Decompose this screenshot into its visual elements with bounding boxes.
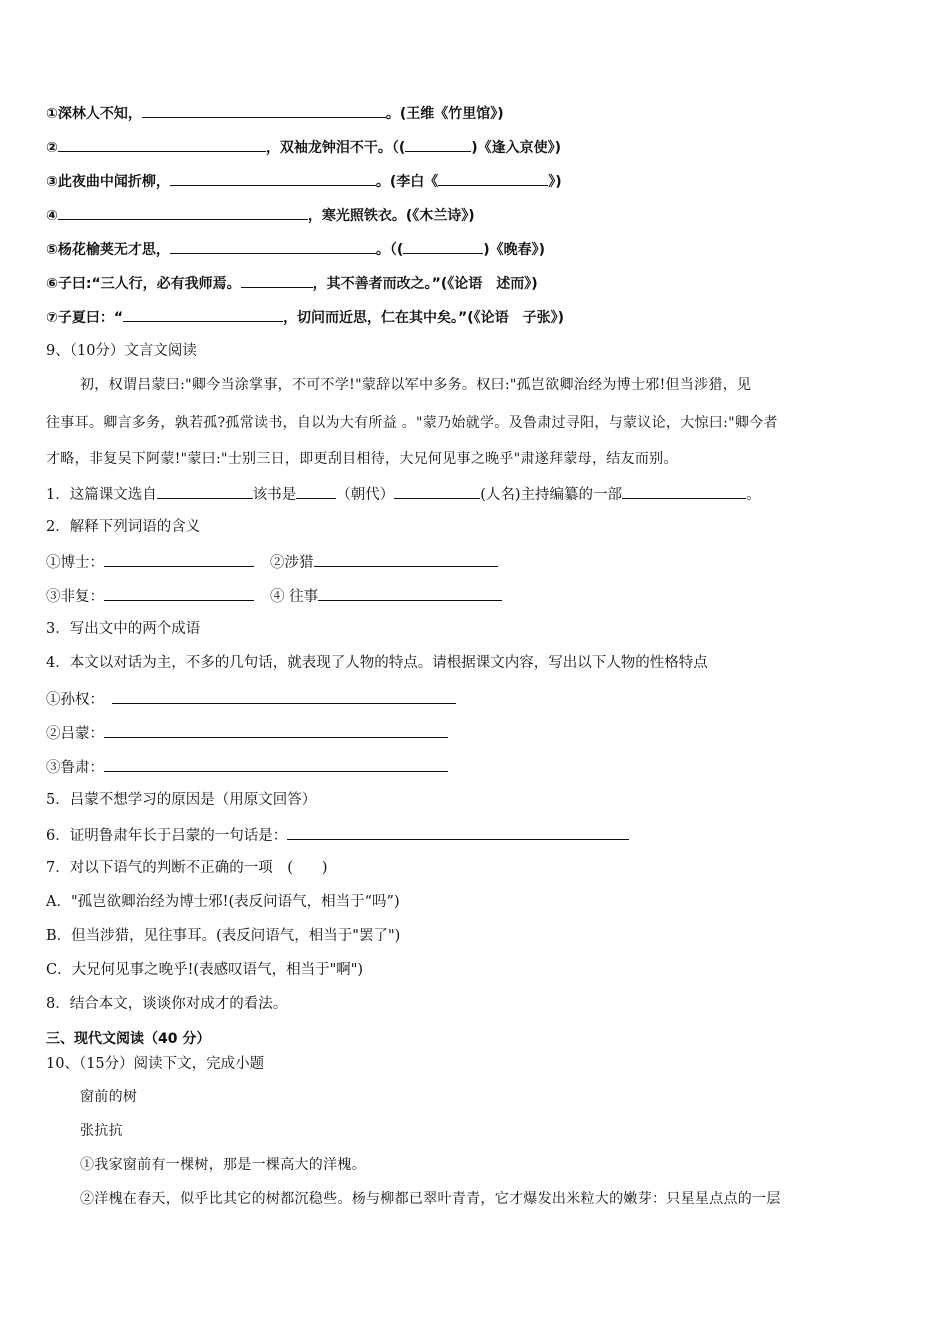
word-label: ④ 往事 — [270, 589, 319, 605]
answer-blank[interactable] — [170, 238, 376, 254]
answer-blank[interactable] — [104, 722, 448, 738]
poem-text: ④ — [46, 208, 58, 224]
answer-blank[interactable] — [170, 170, 376, 186]
q9-words-row1 — [46, 551, 498, 573]
q9-sub1 — [46, 483, 761, 505]
word-label: ③非复： — [46, 589, 104, 605]
article-para-2: ②洋槐在春天，似乎比其它的树都沉稳些。杨与柳都已翠叶青青，它才爆发出米粒大的嫩芽：只星星点点的一层 — [80, 1191, 781, 1207]
q9-person-1 — [46, 688, 456, 710]
q9-heading: 9、（10分）文言文阅读 — [46, 343, 197, 359]
poem-text: )《晚春》) — [483, 242, 546, 258]
poem-text: ⑥子曰:“三人行，必有我师焉。 — [46, 276, 241, 292]
answer-blank[interactable] — [314, 551, 498, 567]
q9-sub8: 8．结合本文，谈谈你对成才的看法。 — [46, 996, 288, 1012]
answer-blank[interactable] — [58, 204, 308, 220]
q9-sub2: 2．解释下列词语的含义 — [46, 519, 201, 535]
answer-blank[interactable] — [142, 102, 386, 118]
answer-blank[interactable] — [241, 272, 313, 288]
q9-sub3: 3．写出文中的两个成语 — [46, 621, 201, 637]
answer-blank[interactable] — [394, 483, 480, 499]
answer-blank[interactable] — [403, 238, 483, 254]
poem-text: 》) — [548, 174, 562, 190]
poem-text: )《逢入京使》) — [471, 140, 562, 156]
answer-blank[interactable] — [104, 756, 448, 772]
answer-blank[interactable] — [123, 306, 283, 322]
q9-sub7: 7．对以下语气的判断不正确的一项 ( ) — [46, 860, 328, 876]
answer-blank[interactable] — [296, 483, 336, 499]
poem-text: ，寒光照铁衣。(《木兰诗》) — [307, 208, 475, 224]
article-author: 张抗抗 — [80, 1123, 123, 1139]
poem-text: 。(王维《竹里馆》) — [385, 106, 504, 122]
article-para-1: ①我家窗前有一棵树，那是一棵高大的洋槐。 — [80, 1157, 366, 1173]
answer-blank[interactable] — [104, 585, 254, 601]
answer-blank[interactable] — [438, 170, 548, 186]
q9-sub4: 4．本文以对话为主，不多的几句话，就表现了人物的特点。请根据课文内容，写出以下人物的性格特点 — [46, 655, 708, 671]
poem-line-5 — [46, 238, 545, 260]
question-text: （朝代） — [336, 487, 395, 503]
poem-text: ，双袖龙钟泪不干。（( — [265, 140, 406, 156]
poem-line-3 — [46, 170, 562, 192]
answer-blank[interactable] — [104, 551, 254, 567]
question-text: 该书是 — [252, 487, 297, 503]
question-text: (人名)主持编纂的一部 — [480, 487, 623, 503]
poem-line-2 — [46, 136, 561, 158]
passage-line-2: 往事耳。卿言多务，孰若孤?孤常读书，自以为大有所益 。"蒙乃始就学。及鲁肃过寻阳，与蒙议论，大惊曰:"卿今者 — [46, 415, 778, 431]
poem-text: ①深林人不知， — [46, 106, 142, 122]
person-label: ①孙权： — [46, 692, 104, 708]
q9-sub5: 5．吕蒙不想学习的原因是（用原文回答） — [46, 792, 317, 808]
answer-blank[interactable] — [112, 688, 456, 704]
article-title: 窗前的树 — [80, 1089, 138, 1105]
poem-line-4 — [46, 204, 475, 226]
q9-person-2 — [46, 722, 448, 744]
poem-text: 。(李白《 — [375, 174, 439, 190]
option-b[interactable]: B．但当涉猎，见往事耳。(表反问语气，相当于"罢了") — [46, 928, 401, 944]
person-label: ②吕蒙： — [46, 726, 104, 742]
poem-text: ，其不善者而改之。”(《论语 述而》) — [312, 276, 538, 292]
passage-line-1: 初，权谓吕蒙曰:"卿今当涂掌事，不可不学!"蒙辞以军中多务。权曰:"孤岂欲卿治经为博士邪!但当涉猎，见 — [80, 377, 752, 393]
poem-line-1 — [46, 102, 504, 124]
word-label: ②涉猎 — [270, 555, 314, 571]
option-c[interactable]: C．大兄何见事之晚乎!(表感叹语气，相当于"啊") — [46, 962, 364, 978]
poem-line-7 — [46, 306, 564, 328]
q9-sub6 — [46, 824, 629, 846]
poem-text: ③此夜曲中闻折柳， — [46, 174, 170, 190]
q10-heading: 10、（15分）阅读下文，完成小题 — [46, 1056, 265, 1072]
answer-blank[interactable] — [58, 136, 266, 152]
answer-blank[interactable] — [318, 585, 502, 601]
q9-person-3 — [46, 756, 448, 778]
section-heading: 三、现代文阅读（40 分） — [46, 1031, 211, 1047]
word-label: ①博士： — [46, 555, 104, 571]
answer-blank[interactable] — [157, 483, 253, 499]
person-label: ③鲁肃： — [46, 760, 104, 776]
answer-blank[interactable] — [287, 824, 629, 840]
poem-text: ，切问而近思，仁在其中矣。”(《论语 子张》) — [283, 310, 565, 326]
option-a[interactable]: A．"孤岂欲卿治经为博士邪!(表反问语气，相当于“吗”) — [46, 894, 400, 910]
question-text: 1．这篇课文选自 — [46, 487, 157, 503]
poem-text: ⑦子夏曰：“ — [46, 310, 124, 326]
question-text: 6．证明鲁肃年长于吕蒙的一句话是： — [46, 828, 288, 844]
poem-text: ⑤杨花榆荚无才思， — [46, 242, 170, 258]
poem-text: ② — [46, 140, 58, 156]
answer-blank[interactable] — [405, 136, 471, 152]
question-text: 。 — [746, 487, 761, 503]
passage-line-3: 才略，非复吴下阿蒙!"蒙曰:"士别三日，即更刮目相待，大兄何见事之晚乎"肃遂拜蒙母，结友而别。 — [46, 451, 678, 467]
answer-blank[interactable] — [622, 483, 746, 499]
q9-words-row2 — [46, 585, 502, 607]
poem-line-6 — [46, 272, 538, 294]
poem-text: 。（( — [375, 242, 404, 258]
